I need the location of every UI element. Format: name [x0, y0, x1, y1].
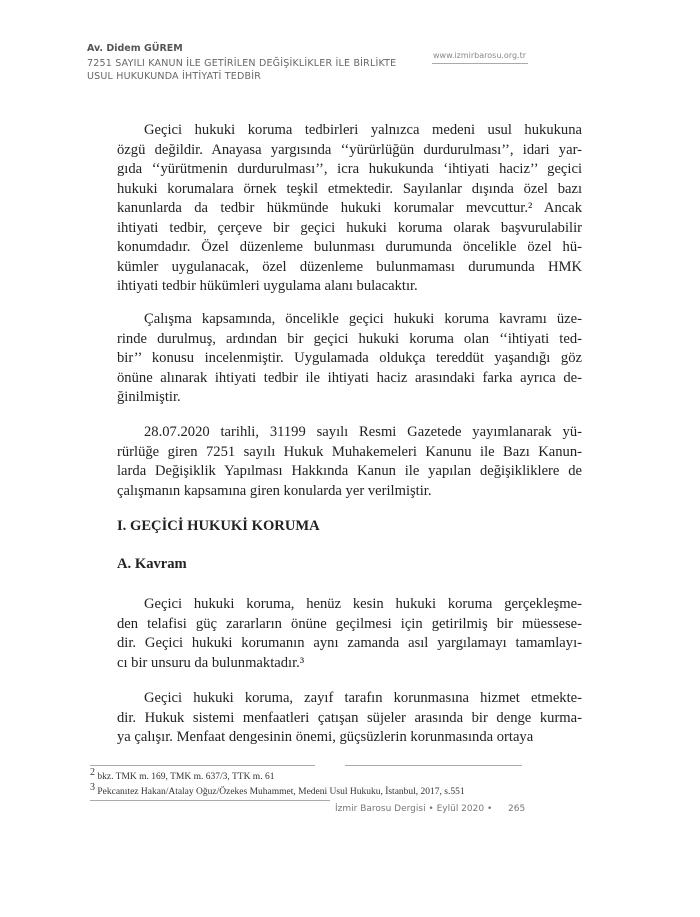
text-line: ihtiyati tedbir, çerçeve bir geçici hukuki koruma olarak başvurulabilir — [117, 219, 582, 236]
text-line: rürlüğe giren 7251 sayılı Hukuk Muhakemeleri Kanunu ile Bazı Kanun- — [117, 443, 582, 460]
text-line: dir. Geçici hukuki korumanın aynı zamanda asıl yargılamayı tamamlayı- — [117, 635, 582, 651]
text-line: ya çalışır. Menfaat dengesinin önemi, güçsüzlerin korunmasında ortaya — [117, 729, 534, 745]
text-line: Geçici hukuki koruma, henüz kesin hukuki koruma gerçekleşme- — [144, 596, 582, 612]
footnote-text: bkz. TMK m. 169, TMK m. 637/3, TTK m. 61 — [97, 772, 275, 783]
text-line: Çalışma kapsamında, öncelikle geçici hukuki koruma kavramı üze- — [144, 311, 582, 327]
footnote-rule-right — [345, 765, 522, 766]
text-line: önüne alınarak ihtiyati tedbir ile ihtiyati haciz arasındaki farka ayrıca de- — [117, 369, 582, 386]
text-line: bir’’ konusu incelenmiştir. Uygulamada oldukça tereddüt yaşandığı göz — [117, 350, 582, 366]
text-line: larda Değişiklik Yapılması Hakkında Kanun ile yapılan değişikliklere de — [117, 463, 582, 479]
footnote-number: 3 — [90, 782, 95, 793]
header-url: www.izmirbarosu.org.tr — [433, 51, 527, 60]
footnote-text: Pekcanıtez Hakan/Atalay Oğuz/Özekes Muhammet, Medeni Usul Hukuku, İstanbul, 2017, s.551 — [97, 787, 465, 798]
text-line: rinde durulmuş, ardından bir geçici hukuki koruma olan ‘‘ihtiyati ted- — [117, 330, 582, 347]
paragraph-1 — [117, 121, 582, 297]
journal-footer: İzmir Barosu Dergisi • Eylül 2020 • — [335, 804, 493, 814]
footnote-rule — [90, 765, 315, 766]
paragraph-4 — [117, 595, 582, 673]
footnote-3 — [90, 782, 465, 797]
footnote-number: 2 — [90, 767, 95, 778]
running-title-line2: USUL HUKUKUNDA İHTİYATİ TEDBİR — [87, 71, 262, 82]
text-line: gıda ‘‘yürütmenin durdurulması’’, icra hukukunda ‘ihtiyati haciz’’ geçici — [117, 161, 582, 177]
text-line: den telafisi güç zararların önüne geçilmesi için getirilmiş bir müessese- — [117, 615, 582, 632]
text-line: Geçici hukuki koruma, zayıf tarafın korunmasına hizmet etmekte- — [144, 690, 582, 706]
footer-rule — [90, 800, 330, 801]
text-line: ihtiyati tedbir hükümleri uygulama alanı bulacaktır. — [117, 278, 418, 294]
text-line: özgü değildir. Anayasa yargısında ‘‘yürürlüğün durdurulması’’, idari yar- — [117, 141, 582, 158]
text-line: dir. Hukuk sistemi menfaatleri çatışan süjeler arasında bir denge kurma- — [117, 709, 582, 726]
paragraph-3 — [117, 423, 582, 501]
header-rule — [432, 63, 528, 64]
paragraph-2 — [117, 310, 582, 408]
text-line: ğinilmiştir. — [117, 389, 181, 405]
text-line: çalışmanın kapsamına giren konularda yer verilmiştir. — [117, 482, 432, 499]
text-line: cı bir unsuru da bulunmaktadır.³ — [117, 654, 305, 671]
running-title-line1: 7251 SAYILI KANUN İLE GETİRİLEN DEĞİŞİKLİKLER İLE BİRLİKTE — [87, 58, 397, 69]
page-number: 265 — [508, 804, 526, 814]
subsection-heading: A. Kavram — [117, 556, 187, 572]
author-name: Av. Didem GÜREM — [87, 43, 183, 54]
text-line: kümler uygulanacak, özel düzenleme bulunmaması durumunda HMK — [117, 258, 582, 275]
paragraph-5 — [117, 689, 582, 748]
text-line: kanunlarda da tedbir hükmünde hukuki korumalar mevcuttur.² Ancak — [117, 200, 582, 216]
text-line: 28.07.2020 tarihli, 31199 sayılı Resmi Gazetede yayımlanarak yü- — [144, 424, 582, 440]
text-line: konumdadır. Özel düzenleme bulunması durumunda öncelikle özel hü- — [117, 239, 582, 255]
section-heading: I. GEÇİCİ HUKUKİ KORUMA — [117, 518, 320, 534]
text-line: hukuki korumalara örnek teşkil etmektedir. Sayılanlar dışında özel bazı — [117, 180, 582, 197]
text-line: Geçici hukuki koruma tedbirleri yalnızca medeni usul hukukuna — [144, 122, 582, 138]
footnote-2 — [90, 767, 274, 782]
